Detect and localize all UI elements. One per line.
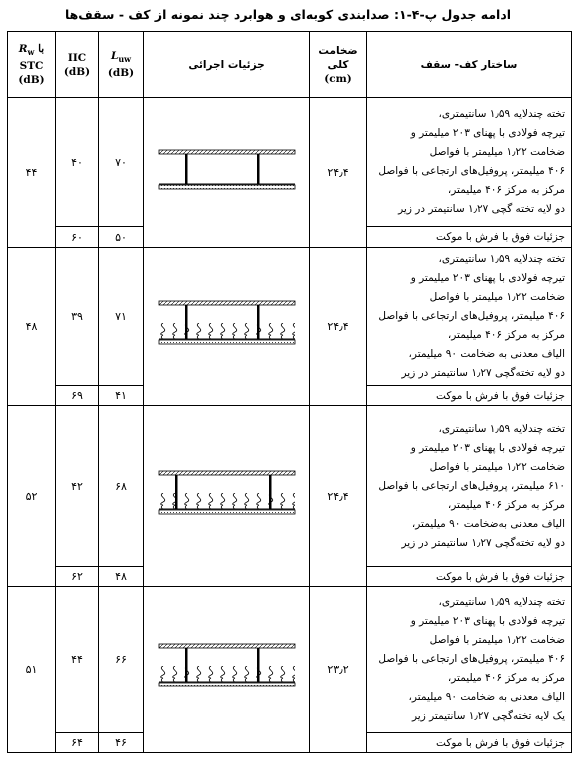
stc-cell: ۵۲: [8, 406, 56, 587]
header-row: [8, 32, 572, 98]
construction-detail-drawing: [144, 248, 310, 406]
thickness-cell: ۲۴٫۴: [310, 98, 367, 248]
iic-cell: ۴۰: [56, 98, 99, 227]
description-line: تخته چندلایه ۱٫۵۹ سانتیمتری،: [438, 108, 565, 120]
thickness-cell: ۲۴٫۴: [310, 406, 367, 587]
description-line: الیاف معدنی به ضخامت ۹۰ میلیمتر،: [408, 691, 565, 703]
construction-detail-drawing: [144, 406, 310, 587]
header-construction: ساختار کف- سقف: [367, 32, 572, 98]
stc-cell: ۴۸: [8, 248, 56, 406]
header-thickness-unit: (cm): [324, 72, 352, 85]
steel-joist: [185, 154, 188, 184]
table-row: [8, 98, 572, 227]
description-line: ضخامت ۱٫۲۲ میلیمتر با فواصل: [429, 291, 565, 303]
iic-cell: ۴۲: [56, 406, 99, 567]
header-luw: [99, 32, 144, 98]
description-line: مرکز به مرکز ۴۰۶ میلیمتر،: [447, 184, 565, 196]
header-rw-symbol: R: [18, 42, 28, 55]
iic-cell: ۴۴: [56, 587, 99, 733]
carpet-luw-cell: ۴۶: [99, 733, 144, 753]
carpet-luw-cell: ۴۱: [99, 386, 144, 406]
thickness-cell: ۲۴٫۴: [310, 248, 367, 406]
header-luw-unit: (dB): [107, 67, 135, 80]
subfloor-plywood: [159, 301, 295, 305]
construction-description: [367, 587, 572, 733]
carpet-luw-cell: ۵۰: [99, 227, 144, 248]
header-iic-unit: (dB): [63, 65, 91, 78]
construction-description: [367, 248, 572, 386]
description-line: مرکز به مرکز ۴۰۶ میلیمتر،: [447, 672, 565, 684]
construction-detail-drawing: [144, 587, 310, 753]
header-thickness: [310, 32, 367, 98]
description-line: مرکز به مرکز ۴۰۶ میلیمتر،: [447, 329, 565, 341]
iic-cell: ۳۹: [56, 248, 99, 386]
construction-detail-drawing: [144, 98, 310, 248]
luw-cell: ۶۶: [99, 587, 144, 733]
description-line: ضخامت ۱٫۲۲ میلیمتر با فواصل: [429, 146, 565, 158]
carpet-iic-cell: ۶۰: [56, 227, 99, 248]
sound-insulation-table: [7, 31, 572, 753]
header-thickness-line2: کلی: [327, 58, 349, 71]
floor-section-diagram: [157, 469, 297, 521]
header-details: جزئیات اجرائی: [144, 32, 310, 98]
gypsum-board: [159, 510, 295, 514]
header-rw-sub: w: [27, 47, 35, 58]
header-thickness-line1: ضخامت: [318, 44, 358, 57]
mineral-wool: [159, 323, 295, 339]
description-line: دو لایه تخته گچی ۱٫۲۷ سانتیمتر در زیر: [398, 203, 565, 215]
gypsum-board: [159, 340, 295, 344]
construction-description: [367, 98, 572, 227]
description-line: تخته چندلایه ۱٫۵۹ سانتیمتری،: [438, 253, 565, 265]
construction-description: [367, 406, 572, 567]
subfloor-plywood: [159, 644, 295, 648]
description-line: تخته چندلایه ۱٫۵۹ سانتیمتری،: [438, 596, 565, 608]
stc-cell: ۵۱: [8, 587, 56, 753]
description-line: تیرچه فولادی با پهنای ۲۰۳ میلیمتر و: [410, 272, 565, 284]
carpet-note: جزئیات فوق با فرش با موکت: [367, 567, 572, 587]
carpet-note: جزئیات فوق با فرش با موکت: [367, 386, 572, 406]
description-line: ضخامت ۱٫۲۲ میلیمتر با فواصل: [429, 460, 565, 473]
header-iic-label: IIC: [67, 51, 87, 64]
luw-cell: ۷۱: [99, 248, 144, 386]
luw-cell: ۶۸: [99, 406, 144, 567]
description-line: ۴۰۶ میلیمتر، پروفیل‌های ارتجاعی با فواصل: [378, 653, 565, 665]
description-line: ۴۰۶ میلیمتر، پروفیل‌های ارتجاعی با فواصل: [378, 165, 565, 177]
carpet-iic-cell: ۶۹: [56, 386, 99, 406]
header-iic: [56, 32, 99, 98]
subfloor-plywood: [159, 471, 295, 475]
carpet-note: جزئیات فوق با فرش با موکت: [367, 227, 572, 248]
header-rw-prefix: با: [38, 42, 45, 55]
gypsum-board: [159, 683, 295, 686]
description-line: یک لایه تخته‌گچی ۱٫۲۷ سانتیمتر زیر: [411, 710, 565, 722]
description-line: دو لایه تخته‌گچی ۱٫۲۷ سانتیمتر در زیر: [401, 367, 565, 379]
steel-joist: [257, 154, 260, 184]
description-line: ۴۰۶ میلیمتر، پروفیل‌های ارتجاعی با فواصل: [378, 310, 565, 322]
header-stc-unit: (dB): [18, 74, 45, 87]
carpet-luw-cell: ۴۸: [99, 567, 144, 587]
table-row: [8, 587, 572, 733]
table-row: [8, 248, 572, 386]
description-line: الیاف معدنی به‌ضخامت ۹۰ میلیمتر،: [411, 517, 565, 530]
table-row: [8, 406, 572, 567]
description-line: ضخامت ۱٫۲۲ میلیمتر با فواصل: [429, 634, 565, 646]
thickness-cell: ۲۳٫۲: [310, 587, 367, 753]
carpet-iic-cell: ۶۴: [56, 733, 99, 753]
description-line: تیرچه فولادی با پهنای ۲۰۳ میلیمتر و: [410, 615, 565, 627]
mineral-wool: [159, 666, 295, 682]
subfloor-plywood: [159, 150, 295, 154]
description-line: تیرچه فولادی با پهنای ۲۰۳ میلیمتر و: [410, 441, 565, 454]
description-line: تیرچه فولادی با پهنای ۲۰۳ میلیمتر و: [410, 127, 565, 139]
table-title: ادامه جدول پ-۴-۱: صدابندی کوبه‌ای و هوابرد چند نمونه از کف - سقف‌ها: [64, 7, 512, 22]
description-line: دو لایه تخته‌گچی ۱٫۲۷ سانتیمتر در زیر: [401, 536, 565, 549]
header-rw-stc: [8, 32, 56, 98]
description-line: مرکز به مرکز ۴۰۶ میلیمتر،: [447, 498, 565, 511]
floor-section-diagram: [157, 642, 297, 694]
luw-cell: ۷۰: [99, 98, 144, 227]
stc-cell: ۴۴: [8, 98, 56, 248]
description-line: ۶۱۰ میلیمتر، پروفیل‌های ارتجاعی با فواصل: [378, 479, 565, 492]
floor-section-diagram: [157, 148, 297, 194]
mineral-wool: [159, 493, 295, 509]
gypsum-board: [159, 185, 295, 189]
header-luw-symbol: L: [110, 49, 119, 62]
floor-section-diagram: [157, 299, 297, 351]
header-stc-label: STC: [19, 60, 44, 73]
carpet-note: جزئیات فوق با فرش با موکت: [367, 733, 572, 753]
description-line: الیاف معدنی به ضخامت ۹۰ میلیمتر،: [408, 348, 565, 360]
description-line: تخته چندلایه ۱٫۵۹ سانتیمتری،: [438, 422, 565, 435]
carpet-iic-cell: ۶۲: [56, 567, 99, 587]
header-luw-sub: uw: [118, 54, 132, 65]
